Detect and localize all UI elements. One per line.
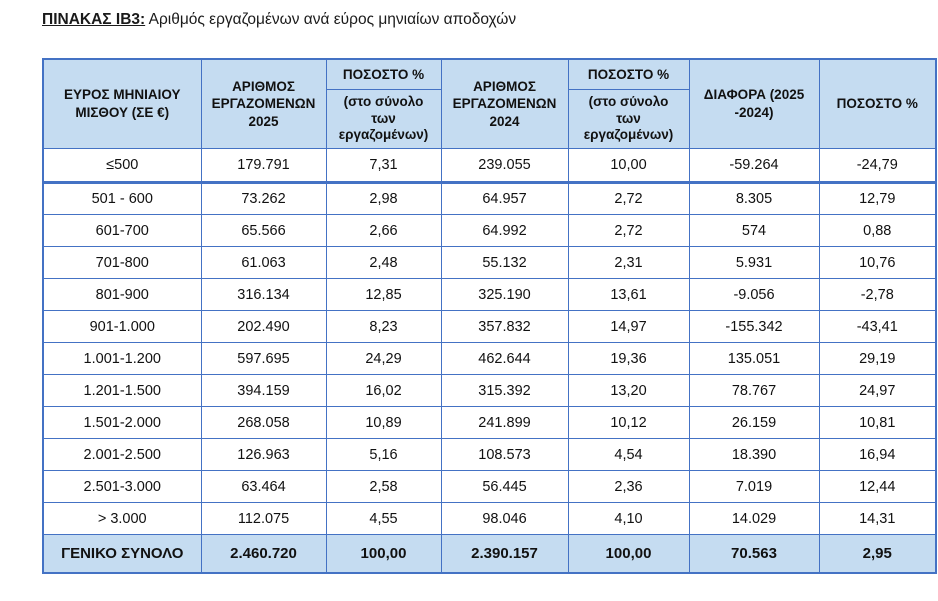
- employees-2025-cell: 179.791: [201, 149, 326, 183]
- table-row: [43, 149, 936, 183]
- percent-2025-cell: 2,98: [326, 183, 441, 215]
- percent-2024-header-split: [569, 60, 689, 148]
- percent-change-cell: -2,78: [819, 279, 936, 311]
- percent-2024-cell: 2,31: [568, 247, 689, 279]
- percent-change-cell: 10,81: [819, 407, 936, 439]
- table-title-text: Αριθμός εργαζομένων ανά εύρος μηνιαίων αποδοχών: [145, 11, 517, 28]
- difference-cell: 5.931: [689, 247, 819, 279]
- header-row: [43, 59, 936, 149]
- table-title-label: ΠΙΝΑΚΑΣ ΙΒ3:: [42, 11, 146, 28]
- salary-range-cell: 1.501-2.000: [43, 407, 201, 439]
- percent-2025-header-note: (στο σύνολο των εργαζομένων): [338, 93, 429, 143]
- total-percent-change-cell: 2,95: [819, 535, 936, 573]
- percent-2024-cell: 2,72: [568, 215, 689, 247]
- difference-cell: -9.056: [689, 279, 819, 311]
- percent-2024-cell: 4,10: [568, 503, 689, 535]
- total-percent-2025-cell: 100,00: [326, 535, 441, 573]
- percent-2025-cell: 2,58: [326, 471, 441, 503]
- percent-change-cell: 14,31: [819, 503, 936, 535]
- percent-2024-cell: 13,61: [568, 279, 689, 311]
- percent-2025-cell: 7,31: [326, 149, 441, 183]
- employees-2024-cell: 315.392: [441, 375, 568, 407]
- column-header-percent-change: ΠΟΣΟΣΤΟ %: [819, 59, 936, 149]
- salary-range-cell: 2.001-2.500: [43, 439, 201, 471]
- employees-2024-cell: 64.957: [441, 183, 568, 215]
- salary-range-cell: 901-1.000: [43, 311, 201, 343]
- employees-2025-cell: 61.063: [201, 247, 326, 279]
- total-percent-2024-cell: 100,00: [568, 535, 689, 573]
- salary-range-table: [42, 58, 937, 574]
- employees-2024-cell: 462.644: [441, 343, 568, 375]
- table-header: [43, 59, 936, 149]
- total-label-cell: ΓΕΝΙΚΟ ΣΥΝΟΛΟ: [43, 535, 201, 573]
- employees-2024-cell: 98.046: [441, 503, 568, 535]
- employees-2024-cell: 239.055: [441, 149, 568, 183]
- percent-2025-header-split: [327, 60, 441, 148]
- employees-2025-cell: 597.695: [201, 343, 326, 375]
- employees-2024-cell: 357.832: [441, 311, 568, 343]
- employees-2025-cell: 394.159: [201, 375, 326, 407]
- employees-2025-cell: 112.075: [201, 503, 326, 535]
- percent-change-cell: -43,41: [819, 311, 936, 343]
- employees-2025-cell: 316.134: [201, 279, 326, 311]
- salary-range-cell: 1.001-1.200: [43, 343, 201, 375]
- percent-2025-cell: 2,48: [326, 247, 441, 279]
- percent-2024-cell: 10,12: [568, 407, 689, 439]
- employees-2024-cell: 55.132: [441, 247, 568, 279]
- table-row: [43, 215, 936, 247]
- column-header-employees-2025: ΑΡΙΘΜΟΣ ΕΡΓΑΖΟΜΕΝΩΝ 2025: [201, 59, 326, 149]
- difference-cell: 135.051: [689, 343, 819, 375]
- percent-2025-cell: 4,55: [326, 503, 441, 535]
- total-employees-2024-cell: 2.390.157: [441, 535, 568, 573]
- percent-2025-header-label: ΠΟΣΟΣΤΟ %: [327, 60, 441, 90]
- table-row: [43, 183, 936, 215]
- difference-cell: 78.767: [689, 375, 819, 407]
- percent-2025-cell: 24,29: [326, 343, 441, 375]
- table-row: [43, 407, 936, 439]
- percent-change-cell: 12,44: [819, 471, 936, 503]
- column-header-percent-2025: [326, 59, 441, 149]
- percent-2024-cell: 2,36: [568, 471, 689, 503]
- percent-2024-cell: 4,54: [568, 439, 689, 471]
- employees-2025-cell: 268.058: [201, 407, 326, 439]
- table-row: [43, 343, 936, 375]
- employees-2025-cell: 65.566: [201, 215, 326, 247]
- difference-cell: 574: [689, 215, 819, 247]
- difference-cell: 14.029: [689, 503, 819, 535]
- percent-change-cell: 24,97: [819, 375, 936, 407]
- table-row: [43, 471, 936, 503]
- percent-change-cell: 12,79: [819, 183, 936, 215]
- table-row: [43, 279, 936, 311]
- percent-2024-cell: 19,36: [568, 343, 689, 375]
- percent-2025-cell: 12,85: [326, 279, 441, 311]
- table-title: [42, 11, 516, 29]
- salary-range-cell: 1.201-1.500: [43, 375, 201, 407]
- percent-change-cell: 0,88: [819, 215, 936, 247]
- percent-2024-header-note: (στο σύνολο των εργαζομένων): [583, 93, 674, 143]
- salary-range-cell: 801-900: [43, 279, 201, 311]
- difference-cell: 7.019: [689, 471, 819, 503]
- employees-2025-cell: 202.490: [201, 311, 326, 343]
- percent-2025-cell: 16,02: [326, 375, 441, 407]
- table-row: [43, 247, 936, 279]
- employees-2025-cell: 63.464: [201, 471, 326, 503]
- salary-range-cell: 501 - 600: [43, 183, 201, 215]
- difference-cell: 8.305: [689, 183, 819, 215]
- difference-cell: 18.390: [689, 439, 819, 471]
- total-row: [43, 535, 936, 573]
- percent-change-cell: 10,76: [819, 247, 936, 279]
- difference-cell: 26.159: [689, 407, 819, 439]
- percent-change-cell: 29,19: [819, 343, 936, 375]
- table-row: [43, 439, 936, 471]
- percent-2025-cell: 8,23: [326, 311, 441, 343]
- total-employees-2025-cell: 2.460.720: [201, 535, 326, 573]
- percent-2025-cell: 2,66: [326, 215, 441, 247]
- percent-2025-cell: 5,16: [326, 439, 441, 471]
- salary-range-cell: > 3.000: [43, 503, 201, 535]
- salary-range-cell: 601-700: [43, 215, 201, 247]
- percent-2024-header-label: ΠΟΣΟΣΤΟ %: [569, 60, 689, 90]
- table-footer: [43, 535, 936, 573]
- column-header-difference: ΔΙΑΦΟΡΑ (2025 -2024): [689, 59, 819, 149]
- percent-2024-cell: 13,20: [568, 375, 689, 407]
- employees-2025-cell: 126.963: [201, 439, 326, 471]
- percent-change-cell: -24,79: [819, 149, 936, 183]
- table-body: [43, 149, 936, 535]
- employees-2025-cell: 73.262: [201, 183, 326, 215]
- total-difference-cell: 70.563: [689, 535, 819, 573]
- column-header-percent-2024: [568, 59, 689, 149]
- difference-cell: -59.264: [689, 149, 819, 183]
- employees-2024-cell: 64.992: [441, 215, 568, 247]
- employees-2024-cell: 241.899: [441, 407, 568, 439]
- table-row: [43, 311, 936, 343]
- salary-range-cell: 701-800: [43, 247, 201, 279]
- table-row: [43, 375, 936, 407]
- percent-change-cell: 16,94: [819, 439, 936, 471]
- salary-range-cell: ≤500: [43, 149, 201, 183]
- employees-2024-cell: 108.573: [441, 439, 568, 471]
- percent-2024-cell: 2,72: [568, 183, 689, 215]
- salary-range-cell: 2.501-3.000: [43, 471, 201, 503]
- column-header-salary-range: ΕΥΡΟΣ ΜΗΝΙΑΙΟΥ ΜΙΣΘΟΥ (ΣΕ €): [43, 59, 201, 149]
- percent-2024-cell: 14,97: [568, 311, 689, 343]
- column-header-employees-2024: ΑΡΙΘΜΟΣ ΕΡΓΑΖΟΜΕΝΩΝ 2024: [441, 59, 568, 149]
- percent-2025-cell: 10,89: [326, 407, 441, 439]
- difference-cell: -155.342: [689, 311, 819, 343]
- employees-2024-cell: 325.190: [441, 279, 568, 311]
- table-row: [43, 503, 936, 535]
- percent-2024-cell: 10,00: [568, 149, 689, 183]
- employees-2024-cell: 56.445: [441, 471, 568, 503]
